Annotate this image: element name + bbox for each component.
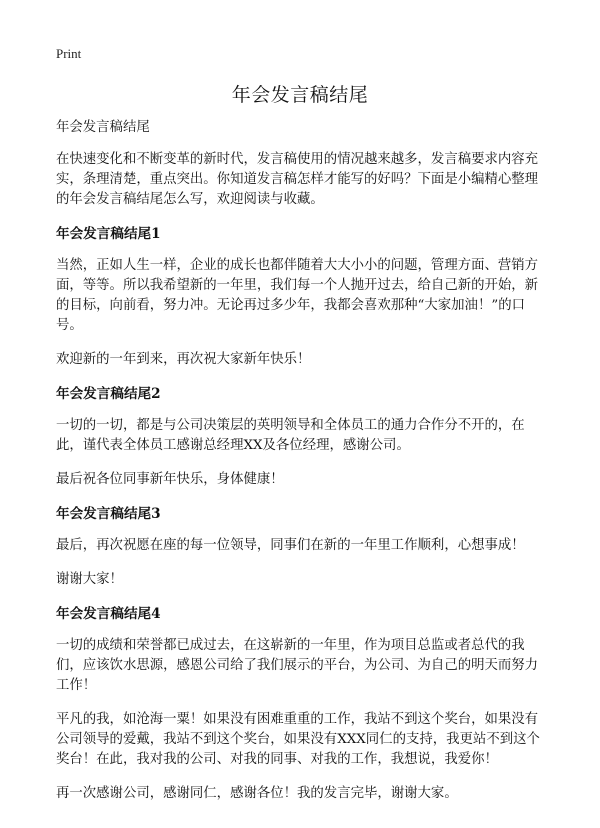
print-link[interactable]: Print [56, 46, 82, 61]
section-2-paragraph-1: 一切的一切，都是与公司决策层的英明领导和全体员工的通力合作分不开的，在此，谨代表全体员工感谢总经理XX及各位经理，感谢公司。 [56, 418, 525, 453]
section-2-paragraph-2: 最后祝各位同事新年快乐，身体健康！ [56, 472, 284, 487]
article-subtitle: 年会发言稿结尾 [56, 120, 150, 135]
section-heading-3: 年会发言稿结尾3 [56, 506, 161, 522]
section-4-paragraph-1: 一切的成绩和荣誉都已成过去，在这崭新的一年里，作为项目总监或者总代的我们，应该饮水思源，感恩公司给了我们展示的平台，为公司、为自己的明天而努力工作！ [56, 638, 539, 693]
intro-paragraph: 在快速变化和不断变革的新时代，发言稿使用的情况越来越多，发言稿要求内容充实，条理清楚，重点突出。你知道发言稿怎样才能写的好吗？下面是小编精心整理的年会发言稿结尾怎么写，欢迎阅读与收藏。 [56, 152, 539, 207]
article-body [56, 118, 546, 818]
section-4-paragraph-2: 平凡的我，如沧海一粟！如果没有困难重重的工作，我站不到这个奖台，如果没有公司领导的爱戴，我站不到这个奖台，如果没有XXX同仁的支持，我更站不到这个奖台！在此，我对我的公司、对我的同事、对我的工作，我想说，我爱你！ [56, 712, 540, 767]
section-3-paragraph-2: 谢谢大家！ [56, 572, 123, 587]
section-heading-1: 年会发言稿结尾1 [56, 226, 161, 242]
section-1-paragraph-2: 欢迎新的一年到来，再次祝大家新年快乐！ [56, 352, 311, 367]
section-heading-4: 年会发言稿结尾4 [56, 606, 161, 622]
section-3-paragraph-1: 最后，再次祝愿在座的每一位领导，同事们在新的一年里工作顺利，心想事成！ [56, 538, 525, 553]
page-title: 年会发言稿结尾 [231, 84, 369, 106]
section-heading-2: 年会发言稿结尾2 [56, 386, 161, 402]
section-4-paragraph-3: 再一次感谢公司，感谢同仁，感谢各位！我的发言完毕，谢谢大家。 [56, 786, 458, 801]
section-1-paragraph-1: 当然，正如人生一样，企业的成长也都伴随着大大小小的问题，管理方面、营销方面，等等。所以我希望新的一年里，我们每一个人抛开过去，给自己新的开始，新的目标，向前看，努力冲。无论再过多少年，我都会喜欢那种“大家加油！”的口号。 [56, 258, 539, 333]
